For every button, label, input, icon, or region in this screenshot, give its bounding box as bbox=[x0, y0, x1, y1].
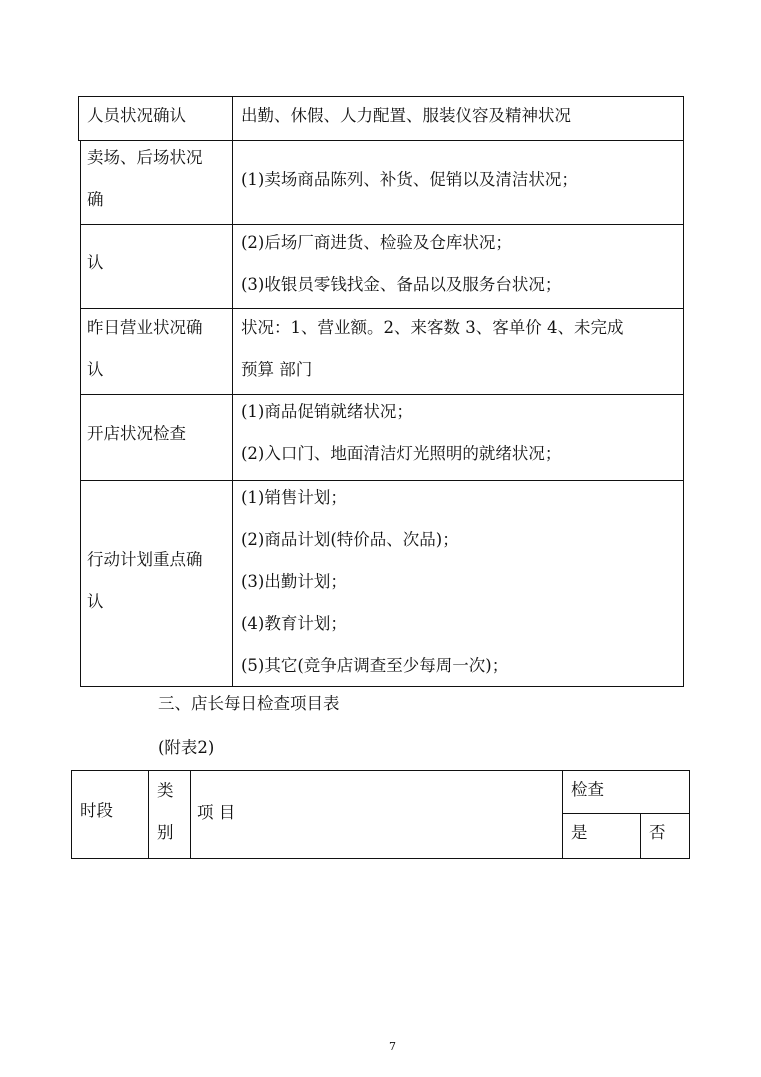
row-content: (4)教育计划； bbox=[241, 614, 347, 633]
row-label: 确 bbox=[87, 190, 104, 209]
row-content: (1)卖场商品陈列、补货、促销以及清洁状况； bbox=[241, 170, 578, 189]
divider bbox=[640, 813, 641, 859]
row-content: (2)入口门、地面清洁灯光照明的就绪状况； bbox=[241, 444, 562, 463]
divider bbox=[190, 770, 191, 859]
row-label: 人员状况确认 bbox=[87, 106, 186, 125]
divider bbox=[232, 394, 233, 480]
row-content: (1)商品促销就绪状况； bbox=[241, 402, 413, 421]
row-content: (5)其它(竞争店调查至少每周一次)； bbox=[241, 656, 509, 675]
header-yes: 是 bbox=[571, 823, 588, 842]
header-check: 检查 bbox=[571, 780, 604, 799]
row-content: 出勤、休假、人力配置、服装仪容及精神状况 bbox=[241, 106, 571, 125]
header-item: 项 目 bbox=[197, 803, 236, 822]
row-label: 卖场、后场状况 bbox=[87, 148, 203, 167]
divider bbox=[232, 480, 233, 686]
row-content: (3)收银员零钱找金、备品以及服务台状况； bbox=[241, 275, 562, 294]
header-no: 否 bbox=[649, 823, 666, 842]
divider bbox=[232, 140, 233, 224]
row-content: (1)销售计划； bbox=[241, 488, 347, 507]
row-label: 认 bbox=[87, 592, 104, 611]
divider bbox=[232, 308, 233, 394]
row-content: 预算 部门 bbox=[241, 360, 313, 379]
row-content: 状况：1、营业额。2、来客数 3、客单价 4、未完成 bbox=[241, 318, 624, 337]
divider bbox=[232, 96, 233, 140]
divider bbox=[232, 224, 233, 308]
row-content: (3)出勤计划； bbox=[241, 572, 347, 591]
row-content: (2)商品计划(特价品、次品)； bbox=[241, 530, 459, 549]
divider bbox=[562, 813, 690, 814]
header-category-2: 别 bbox=[157, 823, 174, 842]
section-title: 三、店长每日检查项目表 bbox=[158, 694, 340, 713]
divider bbox=[562, 770, 563, 859]
row-label: 昨日营业状况确 bbox=[87, 318, 203, 337]
row-content: (2)后场厂商进货、检验及仓库状况； bbox=[241, 233, 512, 252]
header-category-1: 类 bbox=[157, 781, 174, 800]
row-label: 认 bbox=[87, 360, 104, 379]
row-label: 开店状况检查 bbox=[87, 424, 186, 443]
divider bbox=[148, 770, 149, 859]
appendix-label: (附表2) bbox=[158, 738, 215, 757]
header-period: 时段 bbox=[80, 801, 113, 820]
row-label: 行动计划重点确 bbox=[87, 550, 203, 569]
row-label: 认 bbox=[87, 253, 104, 272]
page-number: 7 bbox=[389, 1040, 396, 1053]
